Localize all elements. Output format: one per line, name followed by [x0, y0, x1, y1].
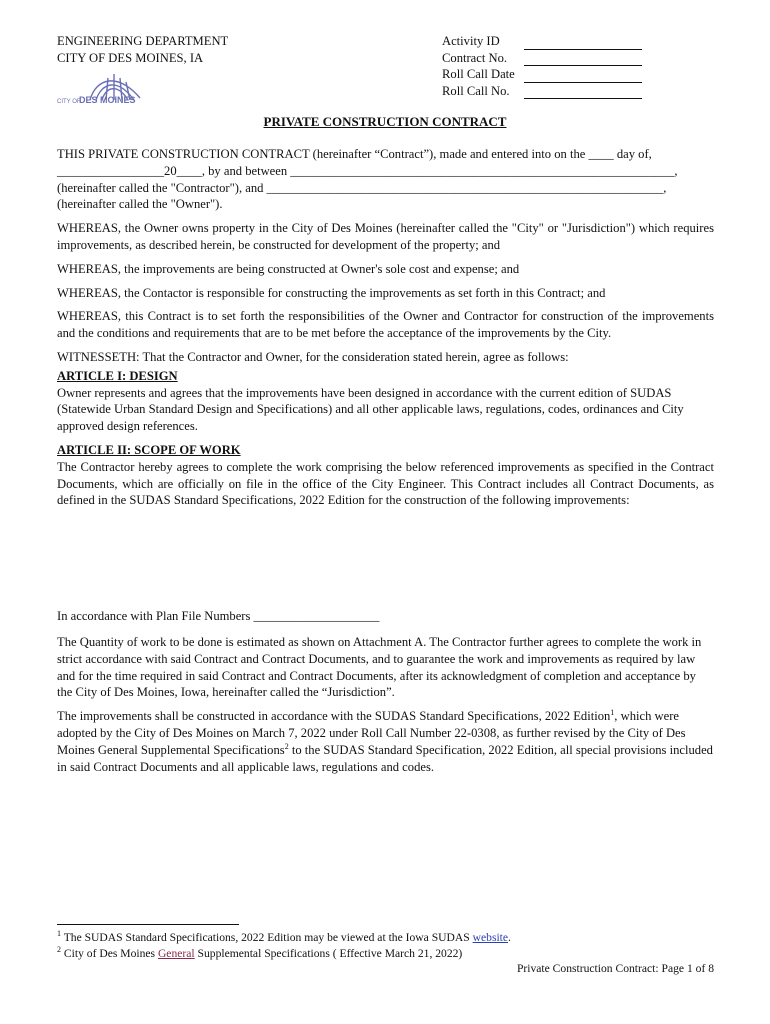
witnesseth-paragraph: WITNESSETH: That the Contractor and Owner, for the consideration stated herein, agree as follows:: [57, 349, 569, 364]
roll-call-date-row: [442, 66, 642, 83]
field-label: Contract No.: [442, 50, 508, 65]
roll-call-no-row: [442, 83, 642, 100]
contract-body: [57, 146, 714, 782]
contract-no-row: [442, 50, 642, 67]
activity-id-row: [442, 33, 642, 50]
whereas-paragraph: WHEREAS, the Contactor is responsible for constructing the improvements as set forth in this Contract; and: [57, 285, 606, 300]
whereas-paragraph: WHEREAS, the Owner owns property in the City of Des Moines (hereinafter called the "City" or "Jurisdiction") which requires improvements, as described herein, be constructed for development of the property; and: [57, 221, 714, 252]
field-label: Roll Call No.: [442, 83, 510, 98]
activity-id-field[interactable]: [524, 37, 642, 50]
improvements-text: The improvements shall be constructed in accordance with the SUDAS Standard Specifications, 2022 Edition: [57, 709, 611, 724]
article-1-heading: ARTICLE I: DESIGN: [57, 368, 178, 383]
header-fields: [442, 33, 642, 99]
footnote-text: .: [508, 931, 511, 944]
sudas-website-link[interactable]: website: [472, 931, 509, 944]
footnote-ref: 2: [284, 741, 289, 751]
improvements-text: , which were adopted by the City of Des Moines on March 7, 2022 under Roll Call Number 22-0308, as further revised by the City of Des Moines General Supplemental Specifications: [57, 709, 686, 757]
article-2-text: The Contractor hereby agrees to complete the work comprising the below referenced improvements as specified in the Contract Documents, which are officially on file in the office of the City Engineer. This Contract includes all Contract Documents, as defined in the SUDAS Standard Specifications, 2022 Edition for the construction of the following improvements:: [57, 459, 714, 508]
city-logo: [56, 70, 148, 106]
city-name: CITY OF DES MOINES, IA: [57, 50, 204, 65]
field-label: Activity ID: [442, 34, 500, 48]
intro-line: THIS PRIVATE CONSTRUCTION CONTRACT (hereinafter “Contract”), made and entered into on the ____ day of,: [57, 147, 652, 161]
footnote-text: The SUDAS Standard Specifications, 2022 Edition may be viewed at the Iowa SUDAS: [61, 931, 473, 944]
article-1-text: Owner represents and agrees that the improvements have been designed in accordance with the current edition of SUDAS (Statewide Urban Standard Design and Specifications) and all other applicable laws, regulations, codes, ordinances and City approved design references.: [57, 385, 684, 434]
footnote-2: [57, 946, 717, 962]
improvements-blank-area[interactable]: [57, 516, 714, 608]
plan-file-line: In accordance with Plan File Numbers ____________________: [57, 609, 380, 624]
article-2-heading: ARTICLE II: SCOPE OF WORK: [57, 442, 241, 457]
roll-call-date-field[interactable]: [524, 70, 642, 83]
quantity-paragraph: The Quantity of work to be done is estimated as shown on Attachment A. The Contractor further agrees to complete the work in strict accordance with said Contract and Contract Documents, and to guarantee the work and improvements as required by law and for the time required in said Contract and Contract Documents, after its acknowledgment of completion and acceptance by the City of Des Moines, Iowa, hereinafter called the “Jurisdiction”.: [57, 634, 702, 700]
page-number: Private Construction Contract: Page 1 of 8: [516, 962, 714, 975]
department-name: ENGINEERING DEPARTMENT: [57, 34, 229, 48]
intro-line: _________________20____, by and between _____________________________________________________________,: [57, 163, 678, 178]
footnote-text: Supplemental Specifications ( Effective March 21, 2022): [194, 947, 463, 960]
intro-paragraph: [57, 146, 714, 213]
svg-text:DES MOINES: DES MOINES: [79, 95, 136, 105]
footnote-number: 2: [57, 945, 61, 955]
footnote-divider: [57, 924, 239, 925]
footnote-text: City of Des Moines: [61, 947, 158, 960]
intro-line: (hereinafter called the "Contractor"), and _______________________________________________________________,: [57, 180, 667, 195]
improvements-text: to the SUDAS Standard Specification, 2022 Edition, all special provisions included in said Contract Documents and all applicable laws, regulations and codes.: [57, 742, 713, 774]
roll-call-no-field[interactable]: [524, 86, 642, 99]
footnotes: [57, 930, 717, 962]
improvements-paragraph: [57, 708, 714, 775]
general-specifications-link[interactable]: General: [157, 947, 195, 960]
field-label: Roll Call Date: [442, 67, 515, 81]
whereas-paragraph: WHEREAS, this Contract is to set forth the responsibilities of the Owner and Contractor for construction of the improvements and the conditions and requirements that are to be met before the acceptance of the improvements by the City.: [57, 309, 714, 341]
whereas-paragraph: WHEREAS, the improvements are being constructed at Owner's sole cost and expense; and: [57, 261, 520, 276]
contract-no-field[interactable]: [524, 53, 642, 66]
footnote-number: 1: [57, 929, 61, 939]
intro-line: (hereinafter called the "Owner").: [57, 197, 223, 212]
svg-text:CITY OF: CITY OF: [57, 99, 81, 105]
footnote-ref: 1: [610, 707, 615, 717]
footnote-1: [57, 930, 717, 946]
document-title: PRIVATE CONSTRUCTION CONTRACT: [263, 114, 507, 129]
header-left: [57, 33, 228, 66]
